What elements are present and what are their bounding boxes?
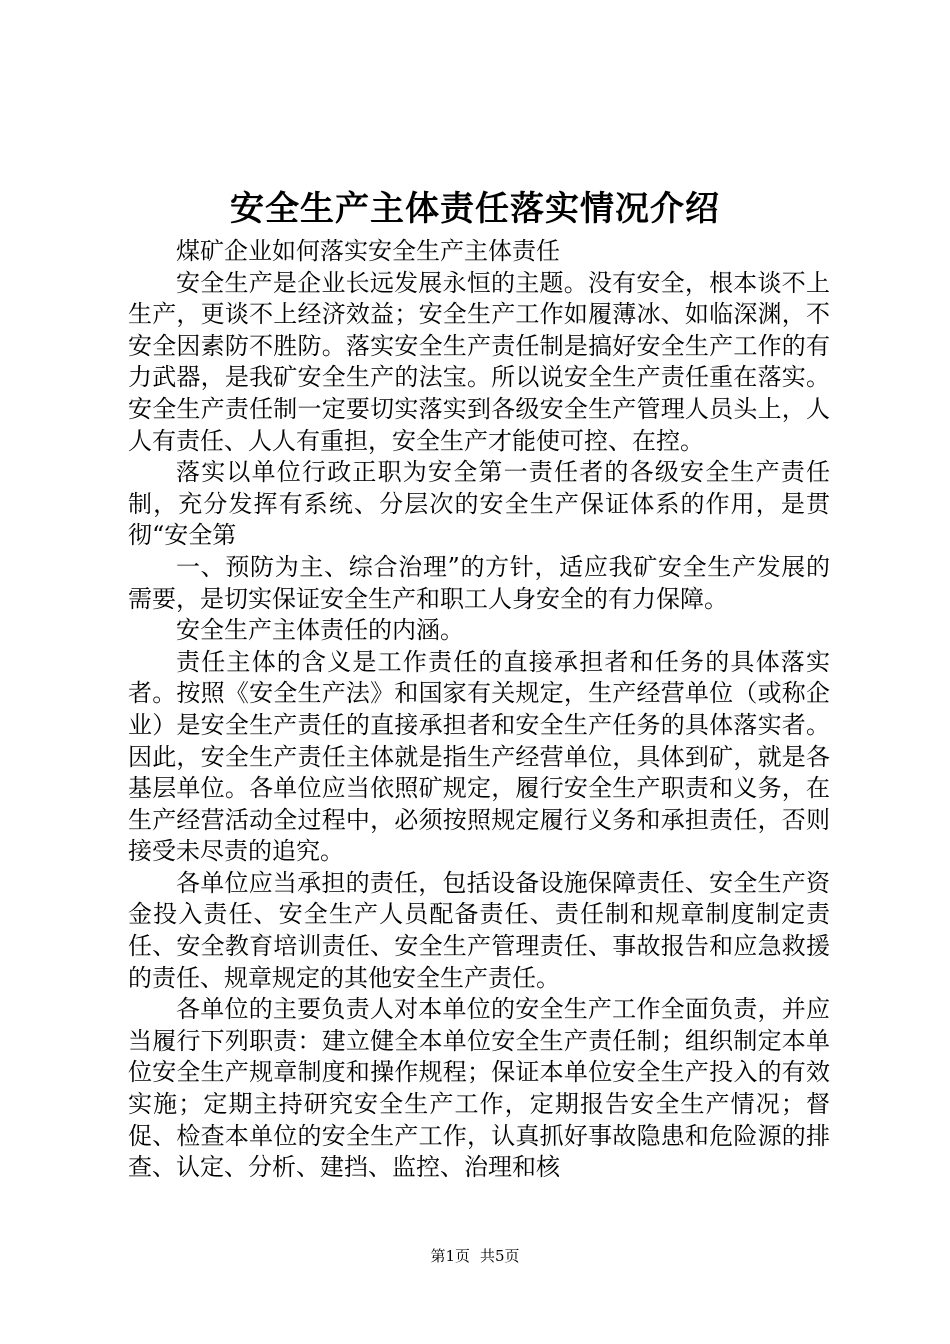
paragraph: 各单位应当承担的责任，包括设备设施保障责任、安全生产资金投入责任、安全生产人员配备责任、责任制和规章制度制定责任、安全教育培训责任、安全生产管理责任、事故报告和应急救援的责任、规章规定的其他安全生产责任。 xyxy=(128,868,830,992)
page-total: 共5页 xyxy=(480,1247,520,1265)
page-number: 第1页 xyxy=(430,1247,470,1265)
paragraph: 各单位的主要负责人对本单位的安全生产工作全面负责，并应当履行下列职责：建立健全本单位安全生产责任制；组织制定本单位安全生产规章制度和操作规程；保证本单位安全生产投入的有效实施；定期主持研究安全生产工作，定期报告安全生产情况；督促、检查本单位的安全生产工作，认真抓好事故隐患和危险源的排查、认定、分析、建挡、监控、治理和核 xyxy=(128,995,830,1182)
paragraph: 一、预防为主、综合治理”的方针，适应我矿安全生产发展的需要，是切实保证安全生产和职工人身安全的有力保障。 xyxy=(128,552,830,613)
document-title: 安全生产主体责任落实情况介绍 xyxy=(230,189,720,229)
paragraph: 安全生产主体责任的内涵。 xyxy=(176,616,464,645)
document-body xyxy=(128,236,830,1184)
paragraph: 落实以单位行政正职为安全第一责任者的各级安全生产责任制，充分发挥有系统、分层次的安全生产保证体系的作用，是贯彻“安全第 xyxy=(128,458,830,550)
page-footer xyxy=(0,1246,950,1266)
paragraph: 责任主体的含义是工作责任的直接承担者和任务的具体落实者。按照《安全生产法》和国家有关规定，生产经营单位（或称企业）是安全生产责任的直接承担者和安全生产任务的具体落实者。因此，安全生产责任主体就是指生产经营单位，具体到矿，就是各基层单位。各单位应当依照矿规定，履行安全生产职责和义务，在生产经营活动全过程中，必须按照规定履行义务和承担责任，否则接受未尽责的追究。 xyxy=(128,647,830,866)
paragraph: 安全生产是企业长远发展永恒的主题。没有安全，根本谈不上生产，更谈不上经济效益；安全生产工作如履薄冰、如临深渊，不安全因素防不胜防。落实安全生产责任制是搞好安全生产工作的有力武器，是我矿安全生产的法宝。所以说安全生产责任重在落实。安全生产责任制一定要切实落实到各级安全生产管理人员头上，人人有责任、人人有重担，安全生产才能使可控、在控。 xyxy=(128,268,830,455)
paragraph-subtitle: 煤矿企业如何落实安全生产主体责任 xyxy=(176,237,560,265)
